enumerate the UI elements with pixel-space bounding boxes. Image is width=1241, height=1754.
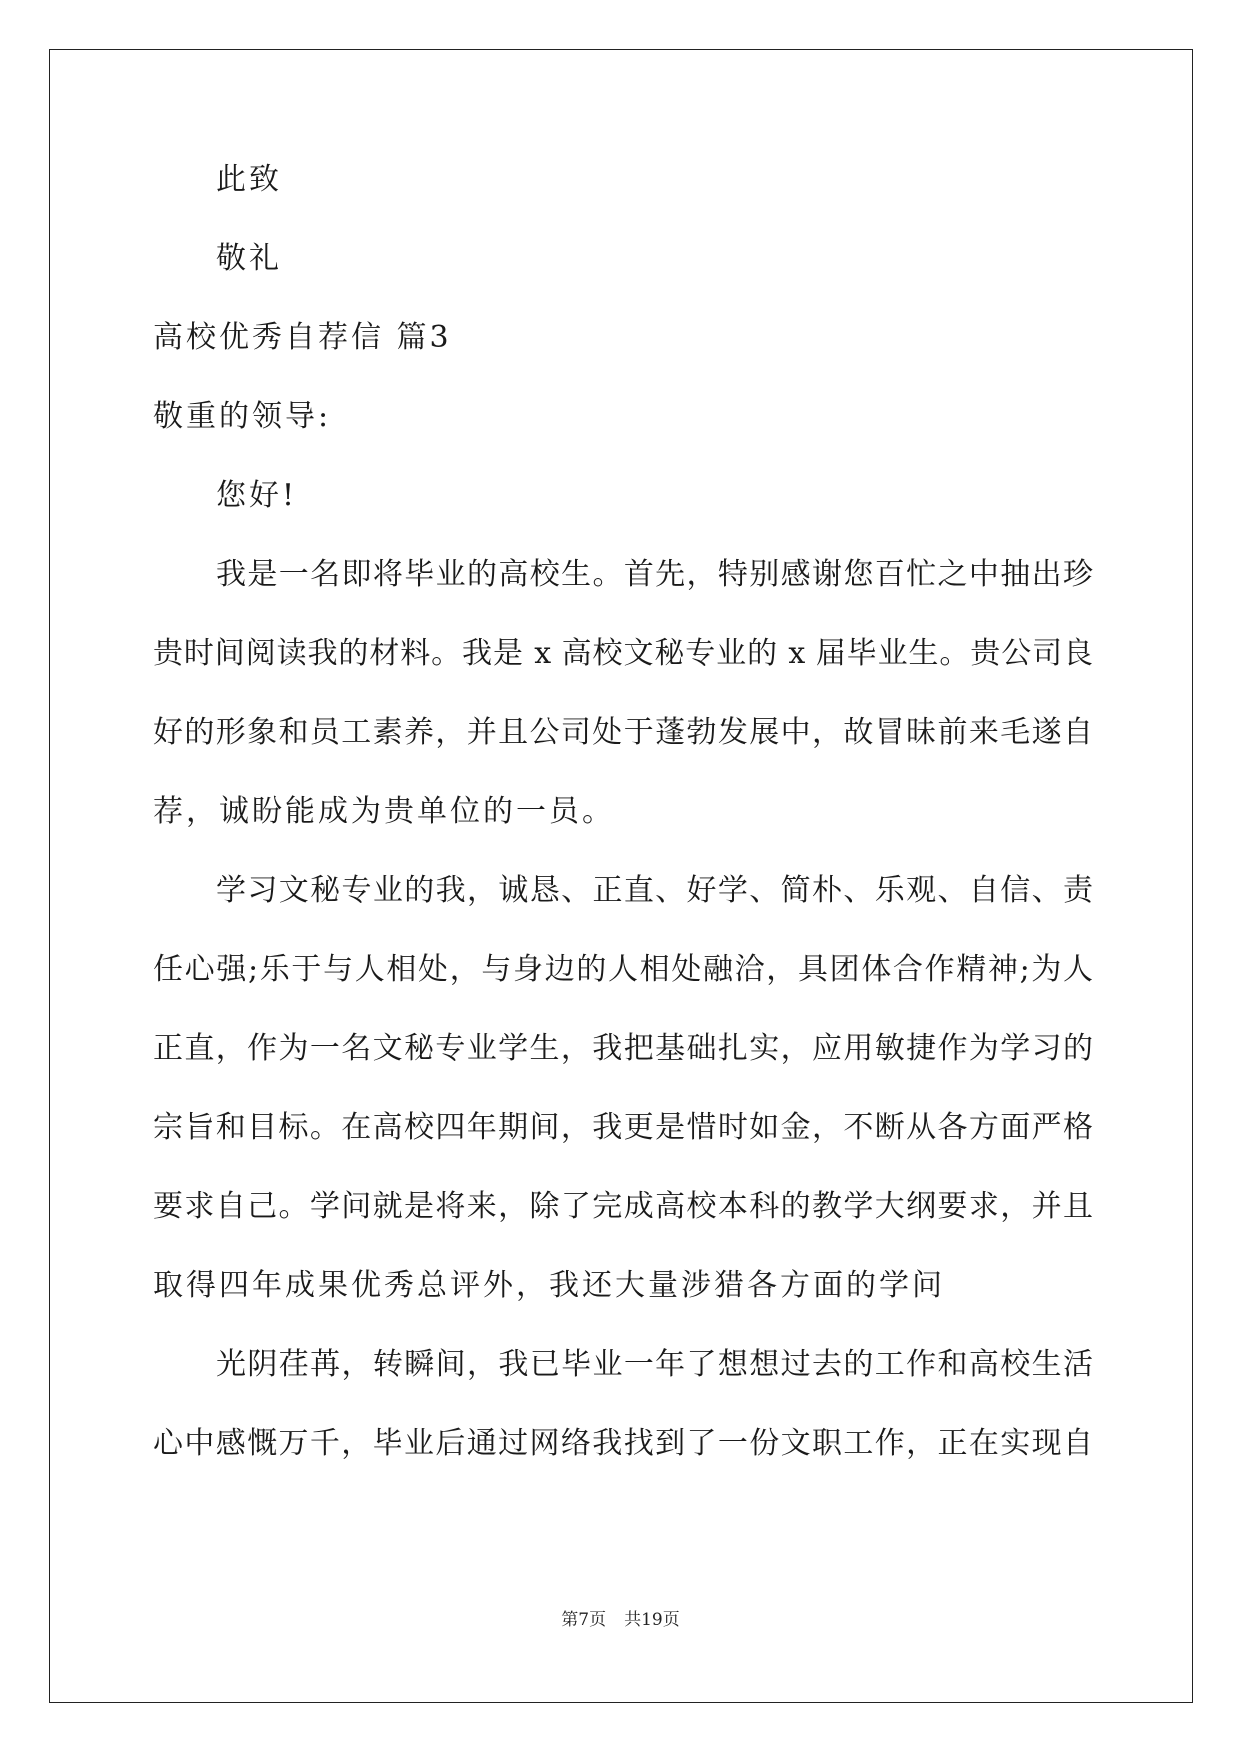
paragraph-line: 我是一名即将毕业的高校生。首先，特别感谢您百忙之中抽出珍 [216, 557, 1093, 592]
paragraph-line: 好的形象和员工素养，并且公司处于蓬勃发展中，故冒昧前来毛遂自 [153, 715, 1093, 750]
section-heading: 高校优秀自荐信 篇3 [153, 320, 452, 355]
paragraph-line: 正直，作为一名文秘专业学生，我把基础扎实，应用敏捷作为学习的 [153, 1031, 1093, 1066]
hello-line: 您好! [216, 478, 298, 513]
page-number: 第7页 [561, 1610, 607, 1630]
paragraph-line: 贵时间阅读我的材料。我是 x 高校文秘专业的 x 届毕业生。贵公司良 [153, 636, 1093, 671]
closing-line: 此致 [216, 162, 282, 197]
page-total: 共19页 [624, 1610, 680, 1630]
paragraph-line: 荐，诚盼能成为贵单位的一员。 [153, 794, 615, 829]
paragraph-line: 光阴荏苒，转瞬间，我已毕业一年了想想过去的工作和高校生活 [216, 1347, 1093, 1382]
paragraph-line: 宗旨和目标。在高校四年期间，我更是惜时如金，不断从各方面严格 [153, 1110, 1093, 1145]
paragraph-line: 任心强;乐于与人相处，与身边的人相处融洽，具团体合作精神;为人 [153, 952, 1093, 987]
paragraph-line: 心中感慨万千，毕业后通过网络我找到了一份文职工作，正在实现自 [153, 1426, 1093, 1461]
paragraph-line: 学习文秘专业的我，诚恳、正直、好学、简朴、乐观、自信、责 [216, 873, 1093, 908]
greeting-line: 敬重的领导: [153, 399, 332, 434]
paragraph-line: 要求自己。学问就是将来，除了完成高校本科的教学大纲要求，并且 [153, 1189, 1093, 1224]
paragraph-line: 取得四年成果优秀总评外，我还大量涉猎各方面的学问 [153, 1268, 945, 1303]
salutation-line: 敬礼 [216, 241, 282, 276]
page-footer [0, 1608, 1241, 1632]
